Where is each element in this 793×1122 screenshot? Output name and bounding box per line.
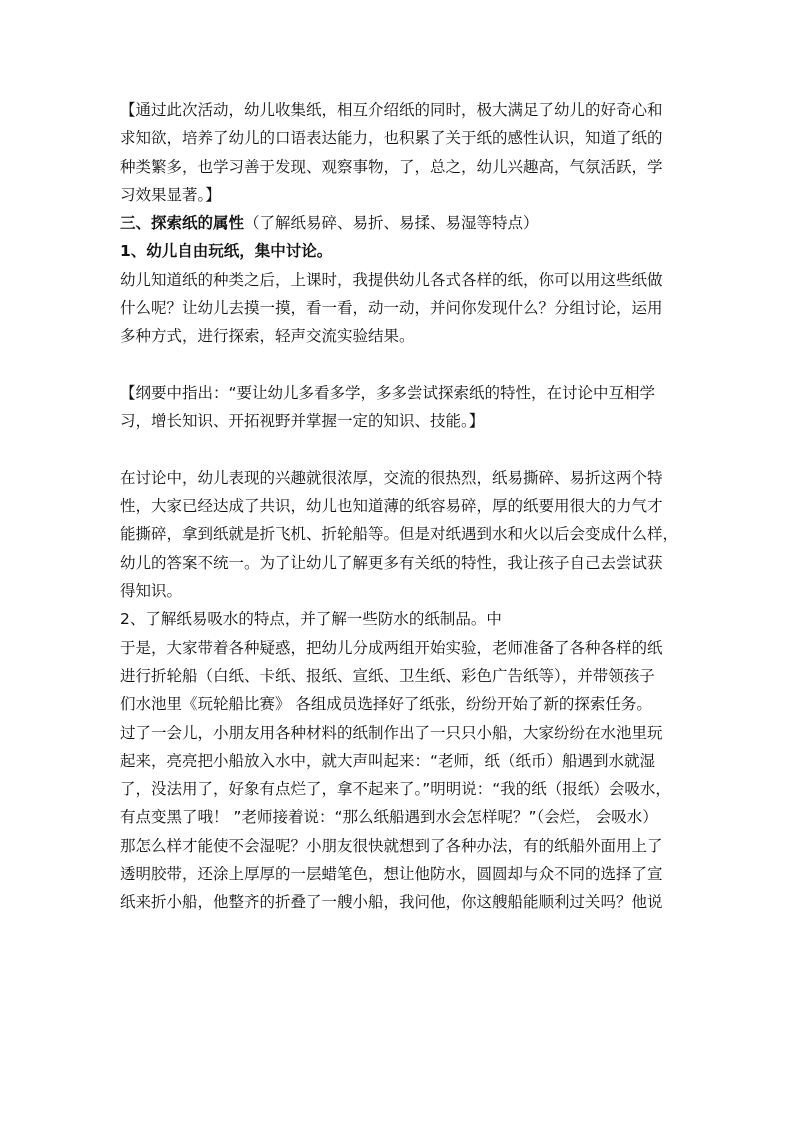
text-line: 那怎么样才能使不会湿呢？小朋友很快就想到了各种办法，有的纸船外面用上了 [120, 836, 663, 855]
text-line: 于是，大家带着各种疑惑，把幼儿分成两组开始实验，老师准备了各种各样的纸 [120, 638, 663, 657]
text-line: 进行折轮船（白纸、卡纸、报纸、宣纸、卫生纸、彩色广告纸等），并带领孩子 [120, 666, 655, 685]
paragraph-discussion [120, 464, 680, 605]
text-line: 起来，亮亮把小船放入水中，就大声叫起来：“老师，纸（纸币）船遇到水就湿 [120, 751, 656, 770]
blank-line [120, 351, 680, 379]
text-line: 【纲要中指出：“要让幼儿多看多学，多多尝试探索纸的特性，在讨论中互相学 [120, 383, 656, 402]
paragraph-experiment [120, 605, 680, 916]
text-line: 幼儿知道纸的种类之后，上课时，我提供幼儿各式各样的纸，你可以用这些纸做 [120, 270, 663, 289]
text-line: 种类繁多，也学习善于发现、观察事物，了，总之，幼儿兴趣高，气氛活跃，学 [120, 157, 663, 176]
text-line: 有点变黑了哦！ ”老师接着说：“那么纸船遇到水会怎样呢？”（会烂， 会吸水） [120, 808, 658, 827]
subsection-heading: 1、幼儿自由玩纸，集中讨论。 [120, 242, 333, 261]
text-line: 能撕碎，拿到纸就是折飞机、折轮船等。但是对纸遇到水和火以后会变成什么样， [120, 525, 679, 544]
section-heading-note: （了解纸易碎、易折、易揉、易湿等特点） [244, 214, 539, 233]
text-line: 多种方式，进行探索，轻声交流实验结果。 [120, 327, 415, 346]
text-line: 性，大家已经达成了共识，幼儿也知道薄的纸容易碎，厚的纸要用很大的力气才 [120, 497, 663, 516]
text-line: 过了一会儿，小朋友用各种材料的纸制作出了一只只小船，大家纷纷在水池里玩 [120, 723, 663, 742]
section-heading [120, 209, 680, 237]
text-line: 2、了解纸易吸水的特点，并了解一些防水的纸制品。中 [120, 610, 502, 629]
text-line: 了，没法用了，好象有点烂了，拿不起来了。”明明说：“我的纸（报纸）会吸水， [120, 780, 671, 799]
document-page [120, 96, 680, 917]
text-line: 幼儿的答案不统一。为了让幼儿了解更多有关纸的特性，我让孩子自己去尝试获 [120, 553, 663, 572]
text-line: 们水池里《玩轮船比赛》 各组成员选择好了纸张，纷纷开始了新的探索任务。 [120, 695, 652, 714]
blank-line [120, 436, 680, 464]
text-line: 纸来折小船，他整齐的折叠了一艘小船，我问他，你这艘船能顺利过关吗？他说 [120, 893, 663, 912]
text-line: 什么呢？让幼儿去摸一摸，看一看，动一动，并问你发现什么？分组讨论，运用 [120, 299, 663, 318]
text-line: 习效果显著。】 [120, 185, 221, 204]
text-line: 得知识。 [120, 582, 183, 601]
text-line: 在讨论中，幼儿表现的兴趣就很浓厚，交流的很热烈，纸易撕碎、易折这两个特 [120, 468, 663, 487]
text-line: 透明胶带，还涂上厚厚的一层蜡笔色，想让他防水，圆圆却与众不同的选择了宣 [120, 865, 663, 884]
section-heading-title: 三、探索纸的属性 [120, 214, 245, 233]
text-line: 求知欲，培养了幼儿的口语表达能力，也积累了关于纸的感性认识，知道了纸的 [120, 129, 663, 148]
text-line: 习，增长知识、开拓视野并掌握一定的知识、技能。】 [120, 412, 485, 431]
text-line: 【通过此次活动，幼儿收集纸，相互介绍纸的同时，极大满足了幼儿的好奇心和 [120, 101, 663, 119]
paragraph-activity [120, 266, 680, 351]
paragraph-summary [120, 96, 680, 209]
paragraph-guideline [120, 379, 680, 436]
